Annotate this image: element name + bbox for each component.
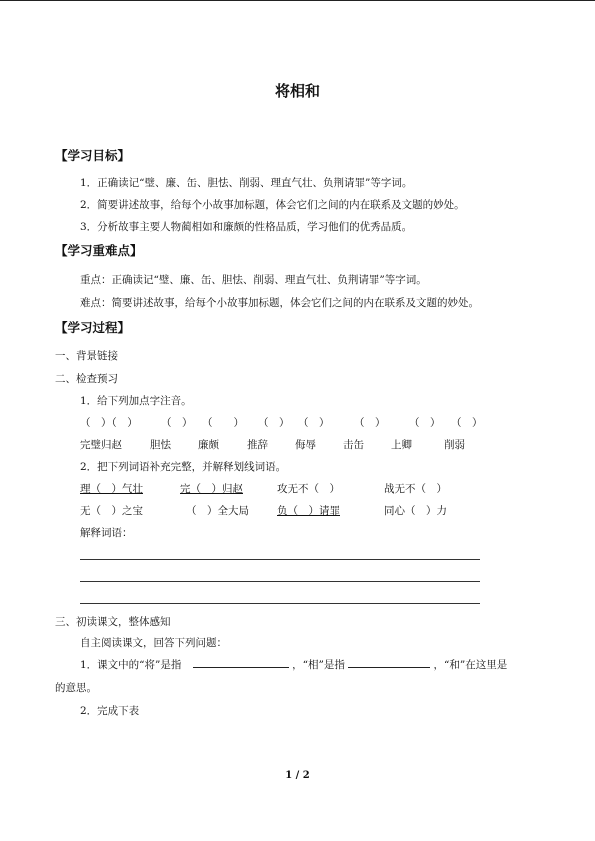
process-heading: 【学习过程】 [55, 320, 131, 335]
question-fill-words: 2．把下列词语补充完整，并解释划线词语。 [80, 461, 287, 473]
fill-word[interactable]: 攻无不（ ） [277, 483, 340, 495]
goal-item-1: 1．正确读记“璧、廉、缶、胆怯、削弱、理直气壮、负荆请罪”等字词。 [80, 177, 413, 189]
word-item: 廉颇 [198, 439, 219, 451]
section-background: 一、背景链接 [55, 350, 118, 362]
header-rule [0, 0, 595, 1]
word-item: 削弱 [444, 439, 465, 451]
pinyin-blank[interactable]: （ ） [161, 417, 193, 429]
page-number: 1 / 2 [285, 770, 310, 781]
answer-blank-jiang[interactable] [193, 657, 289, 668]
question-meaning-part2: ，“相”是指 [292, 659, 345, 671]
answer-line[interactable] [80, 603, 480, 604]
fill-word-underlined[interactable]: 完（ ）归赵 [180, 483, 243, 495]
fill-word[interactable]: 同心（ ）力 [384, 505, 447, 517]
pinyin-blank[interactable]: （ ） [354, 417, 386, 429]
answer-line[interactable] [80, 581, 480, 582]
answer-line[interactable] [80, 559, 480, 560]
fill-word-underlined[interactable]: 理（ ）气壮 [80, 483, 143, 495]
question-pinyin: 1．给下列加点字注音。 [80, 395, 192, 407]
pinyin-blank[interactable]: （ ） [409, 417, 441, 429]
word-item: 击缶 [343, 439, 364, 451]
pinyin-blank[interactable]: （ ） [451, 417, 483, 429]
word-item: 上卿 [391, 439, 412, 451]
pinyin-blank[interactable]: （ ） [258, 417, 290, 429]
word-item: 推辞 [247, 439, 268, 451]
fill-word[interactable]: （ ）全大局 [186, 505, 249, 517]
section-first-read: 三、初读课文，整体感知 [55, 616, 171, 628]
question-meaning [80, 657, 507, 672]
word-item: 侮辱 [295, 439, 316, 451]
question-complete-table: 2．完成下表 [80, 705, 140, 717]
pinyin-blank[interactable]: （ ）（ ） [80, 417, 138, 429]
pinyin-blank[interactable]: （ ） [202, 417, 244, 429]
question-meaning-part1: 1．课文中的“将”是指 [80, 659, 182, 671]
goals-heading: 【学习目标】 [55, 148, 131, 163]
pinyin-blank[interactable]: （ ） [298, 417, 330, 429]
fill-word[interactable]: 无（ ）之宝 [80, 505, 143, 517]
reading-instruction: 自主阅读课文，回答下列问题： [80, 637, 227, 649]
explain-label: 解释词语： [80, 527, 133, 539]
key-points-heading: 【学习重难点】 [55, 243, 143, 258]
goal-item-2: 2．简要讲述故事，给每个小故事加标题，体会它们之间的内在联系及文题的妙处。 [80, 199, 465, 211]
fill-word-underlined[interactable]: 负（ ）请罪 [277, 505, 340, 517]
word-item: 完璧归赵 [80, 439, 122, 451]
question-meaning-part3: ，“和”在这里是 [433, 659, 508, 671]
question-meaning-continued: 的意思。 [55, 682, 97, 694]
key-point-focus: 重点：正确读记“璧、廉、缶、胆怯、削弱、理直气壮、负荆请罪”等字词。 [80, 274, 427, 286]
fill-word[interactable]: 战无不（ ） [384, 483, 447, 495]
answer-blank-xiang[interactable] [348, 657, 430, 668]
key-point-difficulty: 难点：简要讲述故事，给每个小故事加标题，体会它们之间的内在联系及文题的妙处。 [80, 297, 479, 309]
section-preview: 二、检查预习 [55, 373, 118, 385]
word-item: 胆怯 [150, 439, 171, 451]
page-title: 将相和 [274, 82, 320, 100]
goal-item-3: 3．分析故事主要人物蔺相如和廉颇的性格品质，学习他们的优秀品质。 [80, 221, 413, 233]
